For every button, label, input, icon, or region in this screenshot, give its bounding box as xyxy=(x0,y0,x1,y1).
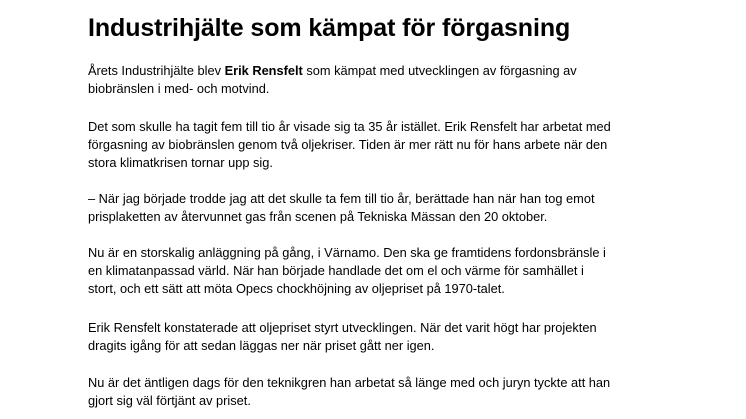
text-line: prisplaketten av återvunnet gas från scenen på Tekniska Mässan den 20 oktober. xyxy=(88,209,548,224)
paragraph-3 xyxy=(88,190,708,226)
paragraph-5 xyxy=(88,319,708,355)
text-line: Erik Rensfelt konstaterade att oljepriset styrt utvecklingen. När det varit högt har projekten xyxy=(88,320,597,335)
document-title: Industrihjälte som kämpat för förgasning xyxy=(88,14,571,42)
paragraph-1 xyxy=(88,62,708,98)
text-line: Nu är en storskalig anläggning på gång, i Värnamo. Den ska ge framtidens fordonsbränsle i xyxy=(88,245,606,260)
text-line: förgasning av biobränslen genom två oljekriser. Tiden är mer rätt nu för hans arbete när den xyxy=(88,137,608,152)
text-run: Årets Industrihjälte blev xyxy=(88,63,225,78)
paragraph-2 xyxy=(88,118,708,172)
text-line: en klimatanpassad värld. När han började handlade det om el och värme för samhället i xyxy=(88,263,584,278)
paragraph-6 xyxy=(88,374,708,410)
text-line: Det som skulle ha tagit fem till tio år visade sig ta 35 år istället. Erik Rensfelt har arbetat med xyxy=(88,119,611,134)
text-line: gjort sig väl förtjänt av priset. xyxy=(88,393,251,408)
paragraph-4 xyxy=(88,244,708,298)
text-line: – När jag började trodde jag att det skulle ta fem till tio år, berättade han när han tog emot xyxy=(88,191,595,206)
person-name-bold: Erik Rensfelt xyxy=(224,63,303,78)
text-run: som kämpat med utvecklingen av förgasning av xyxy=(302,63,577,78)
text-line xyxy=(88,62,708,80)
text-line: biobränslen i med- och motvind. xyxy=(88,81,270,96)
text-line: stort, och ett sätt att möta Opecs chockhöjning av oljepriset på 1970-talet. xyxy=(88,281,505,296)
text-line: stora klimatkrisen tornar upp sig. xyxy=(88,155,273,170)
text-line: Nu är det äntligen dags för den teknikgren han arbetat så länge med och juryn tyckte att han xyxy=(88,375,611,390)
text-line: dragits igång för att sedan läggas ner när priset gått ner igen. xyxy=(88,338,435,353)
